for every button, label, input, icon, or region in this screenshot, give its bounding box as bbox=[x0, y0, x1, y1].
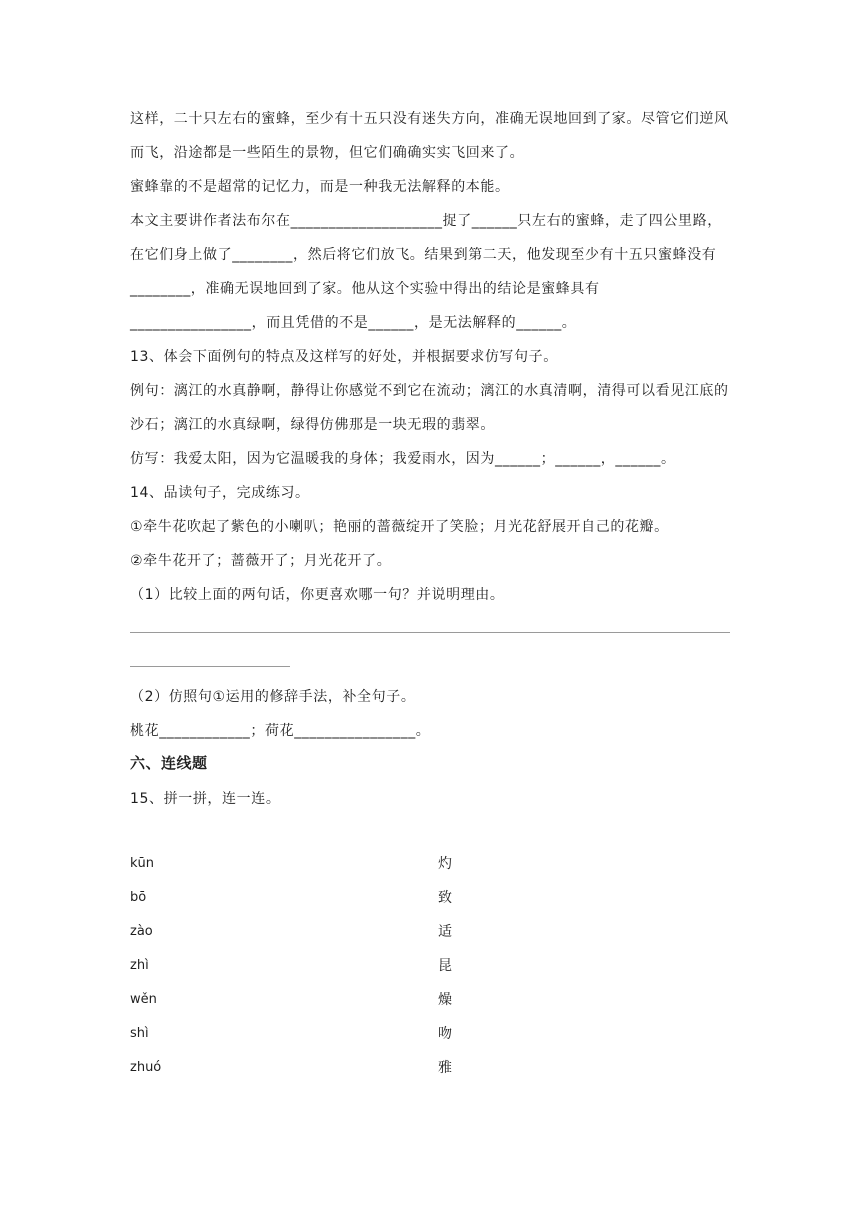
q14-prompt: 14、品读句子，完成练习。 bbox=[130, 485, 310, 501]
q15-prompt: 15、拼一拼，连一连。 bbox=[130, 791, 281, 807]
pinyin-item[interactable]: wěn bbox=[130, 992, 157, 1007]
pinyin-item[interactable]: zhuó bbox=[130, 1060, 162, 1075]
match-row bbox=[130, 1024, 460, 1044]
match-row bbox=[130, 1058, 460, 1078]
q14-sentence-2: ②牵牛花开了；蔷薇开了；月光花开了。 bbox=[130, 553, 392, 569]
q14-sentence-1: ①牵牛花吹起了紫色的小喇叭；艳丽的蔷薇绽开了笑脸；月光花舒展开自己的花瓣。 bbox=[130, 519, 669, 535]
pinyin-item[interactable]: shì bbox=[130, 1026, 149, 1041]
answer-line-2[interactable] bbox=[130, 666, 290, 667]
q13-prompt: 13、体会下面例句的特点及这样写的好处，并根据要求仿写句子。 bbox=[130, 349, 558, 365]
pinyin-item[interactable]: bō bbox=[130, 890, 147, 905]
q13-example: 例句：漓江的水真静啊，静得让你感觉不到它在流动；漓江的水真清啊，清得可以看见江底的沙石；漓江的水真绿啊，绿得仿佛那是一块无瑕的翡翠。 bbox=[130, 383, 729, 433]
q14-sub-question-2: （2）仿照句①运用的修辞手法，补全句子。 bbox=[130, 689, 416, 705]
match-row bbox=[130, 888, 460, 908]
passage-paragraph-2: 蜜蜂靠的不是超常的记忆力，而是一种我无法解释的本能。 bbox=[130, 179, 510, 195]
q14-sub-question-1: （1）比较上面的两句话，你更喜欢哪一句？并说明理由。 bbox=[130, 587, 505, 603]
summary-fill-in: 本文主要讲作者法布尔在____________________捉了______只左右的蜜蜂，走了四公里路，在它们身上做了________，然后将它们放飞。结果到第二天，他发现至少有十五只蜜蜂没有________，准确无误地回到了家。他从这个实验中得出的结论是蜜蜂具有________________，而且凭借的不是______，是无法解释的______。 bbox=[130, 213, 722, 331]
passage-paragraph-1: 这样，二十只左右的蜜蜂，至少有十五只没有迷失方向，准确无误地回到了家。尽管它们逆风而飞，沿途都是一些陌生的景物，但它们确确实实飞回来了。 bbox=[130, 111, 729, 161]
character-item[interactable]: 吻 bbox=[438, 1026, 452, 1042]
character-item[interactable]: 雅 bbox=[438, 1060, 452, 1076]
pinyin-item[interactable]: zào bbox=[130, 924, 153, 939]
q15-block bbox=[130, 782, 730, 816]
character-item[interactable]: 燥 bbox=[438, 992, 452, 1008]
character-item[interactable]: 适 bbox=[438, 924, 452, 940]
match-row bbox=[130, 922, 460, 942]
match-row bbox=[130, 990, 460, 1010]
passage-block bbox=[130, 102, 730, 612]
character-item[interactable]: 昆 bbox=[438, 958, 452, 974]
pinyin-item[interactable]: kūn bbox=[130, 856, 155, 871]
answer-line-1[interactable] bbox=[130, 632, 730, 633]
match-row bbox=[130, 854, 460, 874]
character-item[interactable]: 致 bbox=[438, 890, 452, 906]
character-item[interactable]: 灼 bbox=[438, 856, 452, 872]
section-six-heading: 六、连线题 bbox=[130, 754, 208, 772]
q14-part-2 bbox=[130, 680, 730, 748]
match-row bbox=[130, 956, 460, 976]
pinyin-item[interactable]: zhì bbox=[130, 958, 149, 973]
q14-fill-sentence: 桃花____________；荷花________________。 bbox=[130, 723, 431, 739]
q13-imitate: 仿写：我爱太阳，因为它温暖我的身体；我爱雨水，因为______；______，______。 bbox=[130, 451, 676, 467]
